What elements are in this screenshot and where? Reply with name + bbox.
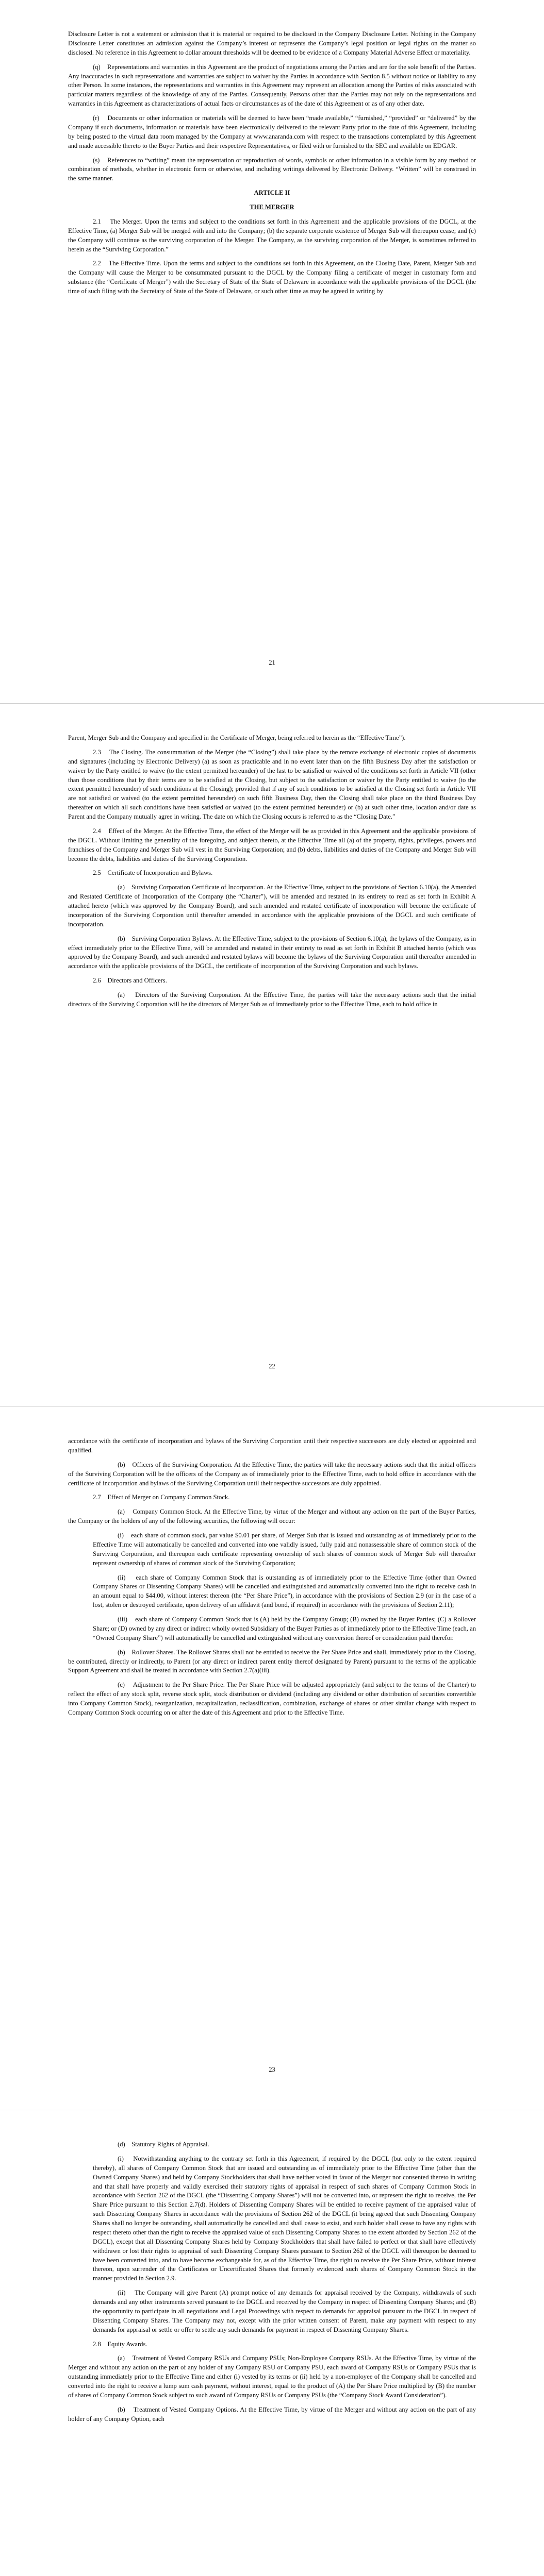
paragraph: (b) Surviving Corporation Bylaws. At the Effective Time, subject to the provisions of Section 6.10(a), the bylaws of the Company, as in effect immediately prior to the Effective Time, will be amended and restated in their entirety to read as set forth in Exhibit B attached hereto (which was approved by the Company Board), and such amended and restated bylaws will become the bylaws of the Surviving Corporation until thereafter amended in accordance with the applicable provisions of the DGCL, the certificate of incorporation of the Surviving Corporation and such bylaws. bbox=[68, 935, 476, 970]
clause: (iii) each share of Company Common Stock that is (A) held by the Company Group; (B) owned by the Buyer Parties; (C) a Rollover Share; or (D) owned by any direct or indirect wholly owned Subsidiary of the Buyer Parties as of immediately prior to the Effective Time (each, an “Owned Company Share”) will automatically be cancelled and extinguished without any conversion thereof or consideration paid therefor. bbox=[93, 1616, 476, 1641]
paragraph: Parent, Merger Sub and the Company and specified in the Certificate of Merger, being referred to herein as the “Effective Time”). bbox=[68, 734, 406, 741]
paragraph: Disclosure Letter is not a statement or admission that it is material or required to be disclosed in the Company Disclosure Letter. Nothing in the Company Disclosure Letter constitutes an admission against the Company’s interest or represents the Company’s legal position or legal rights on the matter so disclosed. No reference in this Agreement to dollar amount thresholds will be deemed to be evidence of a Company Material Adverse Effect or materiality. bbox=[68, 30, 476, 56]
section-heading: 2.8 Equity Awards. bbox=[93, 2340, 147, 2348]
paragraph: (s) References to “writing” mean the representation or reproduction of words, symbols or other information in a visible form by any method or combination of methods, whether in electronic form or otherwise, and including writings delivered by Electronic Delivery. “Written” will be construed in the same manner. bbox=[68, 156, 476, 182]
clause: (i) each share of common stock, par value $0.01 per share, of Merger Sub that is issued and outstanding as of immediately prior to the Effective Time will automatically be cancelled and converted into one validly issued, fully paid and nonassessable share of common stock of the Surviving Corporation, and thereupon each certificate representing ownership of such shares of common stock of Merger Sub will thereafter represent ownership of shares of common stock of the Surviving Corporation; bbox=[93, 1532, 476, 1567]
paragraph: accordance with the certificate of incorporation and bylaws of the Surviving Corporation until their respective successors are duly elected or appointed and qualified. bbox=[68, 1437, 476, 1454]
paragraph: (a) Company Common Stock. At the Effective Time, by virtue of the Merger and without any action on the part of the Buyer Parties, the Company or the holders of any of the following securities, the following will occur: bbox=[68, 1508, 476, 1525]
paragraph: (b) Treatment of Vested Company Options. At the Effective Time, by virtue of the Merger and without any action on the part of any holder of any Company Option, each bbox=[68, 2405, 476, 2422]
article-title: THE MERGER bbox=[250, 204, 294, 211]
section-heading: 2.5 Certificate of Incorporation and Bylaws. bbox=[93, 869, 213, 877]
paragraph: (q) Representations and warranties in this Agreement are the product of negotiations among the Parties and are for the sole benefit of the Parties. Any inaccuracies in such representations and warranties are subject to waiver by the Parties in accordance with Section 8.5 without notice or liability to any other Person. In some instances, the representations and warranties in this Agreement may represent an allocation among the Parties of risks associated with particular matters regardless of the knowledge of any of the Parties. Consequently, Persons other than the Parties may not rely on the representations and warranties in this Agreement as characterizations of actual facts or circumstances as of the date of this Agreement or as of any other date. bbox=[68, 63, 476, 108]
page-21 bbox=[0, 0, 544, 703]
section-paragraph: 2.2 The Effective Time. Upon the terms and subject to the conditions set forth in this Agreement, on the Closing Date, Parent, Merger Sub and the Company will cause the Merger to be consummated pursuant to the DGCL by the Company filing a certificate of merger in customary form and substance (the “Certificate of Merger”) with the Secretary of State of the State of Delaware in accordance with the applicable provisions of the DGCL (the time of such filing with the Secretary of State of the State of Delaware, or such other time as may be agreed in writing by bbox=[68, 260, 476, 295]
section-heading: (d) Statutory Rights of Appraisal. bbox=[118, 2141, 209, 2148]
paragraph: (c) Adjustment to the Per Share Price. The Per Share Price will be adjusted appropriately (and subject to the terms of the Charter) to reflect the effect of any stock split, reverse stock split, stock distribution or dividend (including any dividend or other distribution of securities convertible into Company Common Stock), reorganization, recapitalization, reclassification, combination, exchange of shares or other similar change with respect to Company Common Stock occurring on or after the date of this Agreement and prior to the Effective Time. bbox=[68, 1681, 476, 1716]
section-paragraph: 2.1 The Merger. Upon the terms and subject to the conditions set forth in this Agreement and the applicable provisions of the DGCL, at the Effective Time, (a) Merger Sub will be merged with and into the Company; (b) the separate corporate existence of Merger Sub will thereupon cease; and (c) the Company will continue as the surviving corporation of the Merger. The Company, as the surviving corporation of the Merger, is sometimes referred to herein as the “Surviving Corporation.” bbox=[68, 217, 476, 253]
paragraph: (r) Documents or other information or materials will be deemed to have been “made available,” “furnished,” “provided” or “delivered” by the Company if such documents, information or materials have been electronically delivered to the relevant Party prior to the date of this Agreement, including by being posted to the virtual data room managed by the Company at www.anaranda.com with respect to the transactions contemplated by this Agreement and made accessible thereto to the Buyer Parties and their respective Representatives, or filed with or furnished to the SEC and available on EDGAR. bbox=[68, 114, 476, 149]
section-heading: 2.7 Effect of Merger on Company Common Stock. bbox=[93, 1494, 230, 1501]
page-23 bbox=[0, 1406, 544, 2110]
page-24 bbox=[0, 2110, 544, 2576]
paragraph: (b) Rollover Shares. The Rollover Shares shall not be entitled to receive the Per Share Price and shall, immediately prior to the Closing, be contributed, directly or indirectly, to Parent (or any direct or indirect parent entity thereof designated by Parent) pursuant to the terms of the applicable Support Agreement and shall be treated in accordance with Section 2.7(a)(iii). bbox=[68, 1648, 476, 1674]
paragraph: (a) Treatment of Vested Company RSUs and Company PSUs; Non-Employee Company RSUs. At the Effective Time, by virtue of the Merger and without any action on the part of any holder of any Company RSU or Company PSU, each award of Company RSUs or Company PSUs that is outstanding immediately prior to the Effective Time and either (i) vested by its terms or (ii) held by a non-employee of the Company shall be cancelled and converted into the right to receive a lump sum cash payment, without interest, equal to the product of (A) the Per Share Price multiplied by (B) the number of shares of Company Common Stock subject to such award of Company RSUs or Company PSUs (the “Company Stock Award Consideration”). bbox=[68, 2354, 476, 2399]
clause: (ii) The Company will give Parent (A) prompt notice of any demands for appraisal received by the Company, withdrawals of such demands and any other instruments served pursuant to the DGCL and received by the Company in respect of Dissenting Company Shares; and (B) the opportunity to participate in all negotiations and Legal Proceedings with respect to demands for appraisal pursuant to the DGCL in respect of Dissenting Company Shares. The Company may not, except with the prior written consent of Parent, make any payment with respect to any demands for appraisal or settle or offer to settle any such demands for payment in respect of Dissenting Company Shares. bbox=[93, 2289, 476, 2333]
page-number: 23 bbox=[269, 2066, 275, 2073]
paragraph: (a) Directors of the Surviving Corporation. At the Effective Time, the parties will take the necessary actions such that the initial directors of the Surviving Corporation will be the directors of Merger Sub as of immediately prior to the Effective Time, each to hold office in bbox=[68, 991, 476, 1008]
article-heading: ARTICLE II bbox=[254, 189, 290, 197]
page-number: 21 bbox=[269, 659, 275, 666]
clause: (ii) each share of Company Common Stock that is outstanding as of immediately prior to the Effective Time (other than Owned Company Shares or Dissenting Company Shares) will be cancelled and extinguished and automatically converted into the right to receive cash in an amount equal to $44.00, without interest thereon (the “Per Share Price”), in accordance with the provisions of Section 2.9 (or in the case of a lost, stolen or destroyed certificate, upon delivery of an affidavit (and bond, if required) in accordance with the provisions of Section 2.11); bbox=[93, 1573, 476, 1609]
page-number: 22 bbox=[269, 1363, 275, 1370]
section-heading: 2.6 Directors and Officers. bbox=[93, 977, 167, 985]
clause: (i) Notwithstanding anything to the contrary set forth in this Agreement, if required by the DGCL (but only to the extent required thereby), all shares of Company Common Stock that are issued and outstanding as of immediately prior to the Effective Time (other than the Owned Company Shares) and held by Company Stockholders that shall have neither voted in favor of the Merger nor consented thereto in writing and that shall have properly and validly exercised their statutory rights of appraisal in respect of such shares of Company Common Stock in accordance with Section 262 of the DGCL (the “Dissenting Company Shares”) will not be converted into, or represent the right to receive, the Per Share Price pursuant to this Section 2.7(d). Holders of Dissenting Company Shares will be entitled to receive payment of the appraised value of such Dissenting Company Shares in accordance with the provisions of Section 262 of the DGCL (it being agreed that such Dissenting Company Shares shall no longer be outstanding, shall automatically be cancelled and shall cease to exist, and such holder shall cease to have any rights with respect thereto other than the right to receive the appraised value of such Dissenting Company Shares to the extent afforded by Section 262 of the DGCL), except that all Dissenting Company Shares held by Company Stockholders that shall have failed to perfect or that shall have effectively withdrawn or lost their rights to appraisal of such Dissenting Company Shares pursuant to Section 262 of the DGCL will thereupon be deemed to have been converted into, and to have become exchangeable for, as of the Effective Time, the right to receive the Per Share Price, without interest thereon, upon surrender of the Certificates or Uncertificated Shares that formerly evidenced such shares of Company Common Stock in the manner provided in Section 2.9. bbox=[93, 2155, 476, 2282]
page-22 bbox=[0, 703, 544, 1406]
paragraph: (b) Officers of the Surviving Corporation. At the Effective Time, the parties will take the necessary actions such that the initial officers of the Surviving Corporation will be the officers of the Company as of immediately prior to the Effective Time, each to hold office in accordance with the certificate of incorporation and bylaws of the Surviving Corporation until their respective successors are duly appointed. bbox=[68, 1461, 476, 1487]
section-paragraph: 2.4 Effect of the Merger. At the Effective Time, the effect of the Merger will be as provided in this Agreement and the applicable provisions of the DGCL. Without limiting the generality of the foregoing, and subject thereto, at the Effective Time all (a) of the property, rights, privileges, powers and franchises of the Company and Merger Sub will vest in the Surviving Corporation; and (b) debts, liabilities and duties of the Company and Merger Sub will become the debts, liabilities and duties of the Surviving Corporation. bbox=[68, 827, 476, 862]
section-paragraph: 2.3 The Closing. The consummation of the Merger (the “Closing”) shall take place by the remote exchange of electronic copies of documents and signatures (including by Electronic Delivery) (a) as soon as practicable and in no event later than on the fifth Business Day after the satisfaction or waiver by the Party entitled to waive (to the extent permitted hereunder) of the last to be satisfied or waived of the conditions set forth in Article VII (other than those conditions that by their terms are to be satisfied at the Closing, but subject to the satisfaction or waiver by the Party entitled to waive (to the extent permitted hereunder) of such conditions at the Closing); provided that if any of such conditions to be satisfied at the Closing set forth in Article VII are not satisfied or waived (to the extent permitted hereunder) on such fifth Business Day, then the Closing shall take place on the third Business Day thereafter on which all such conditions have been satisfied or waived (to the extent permitted hereunder) or (b) at such other time, location and/or date as Parent and the Company mutually agree in writing. The date on which the Closing occurs is referred to as the “Closing Date.” bbox=[68, 748, 476, 820]
paragraph: (a) Surviving Corporation Certificate of Incorporation. At the Effective Time, subject to the provisions of Section 6.10(a), the Amended and Restated Certificate of Incorporation of the Company (the “Charter”), will be amended and restated in its entirety to read as set forth in Exhibit A attached hereto (which was approved by the Company Board), and such amended and restated certificate of incorporation will become the certificate of incorporation of the Surviving Corporation until thereafter amended in accordance with the applicable provisions of the DGCL and such certificate of incorporation. bbox=[68, 884, 476, 928]
